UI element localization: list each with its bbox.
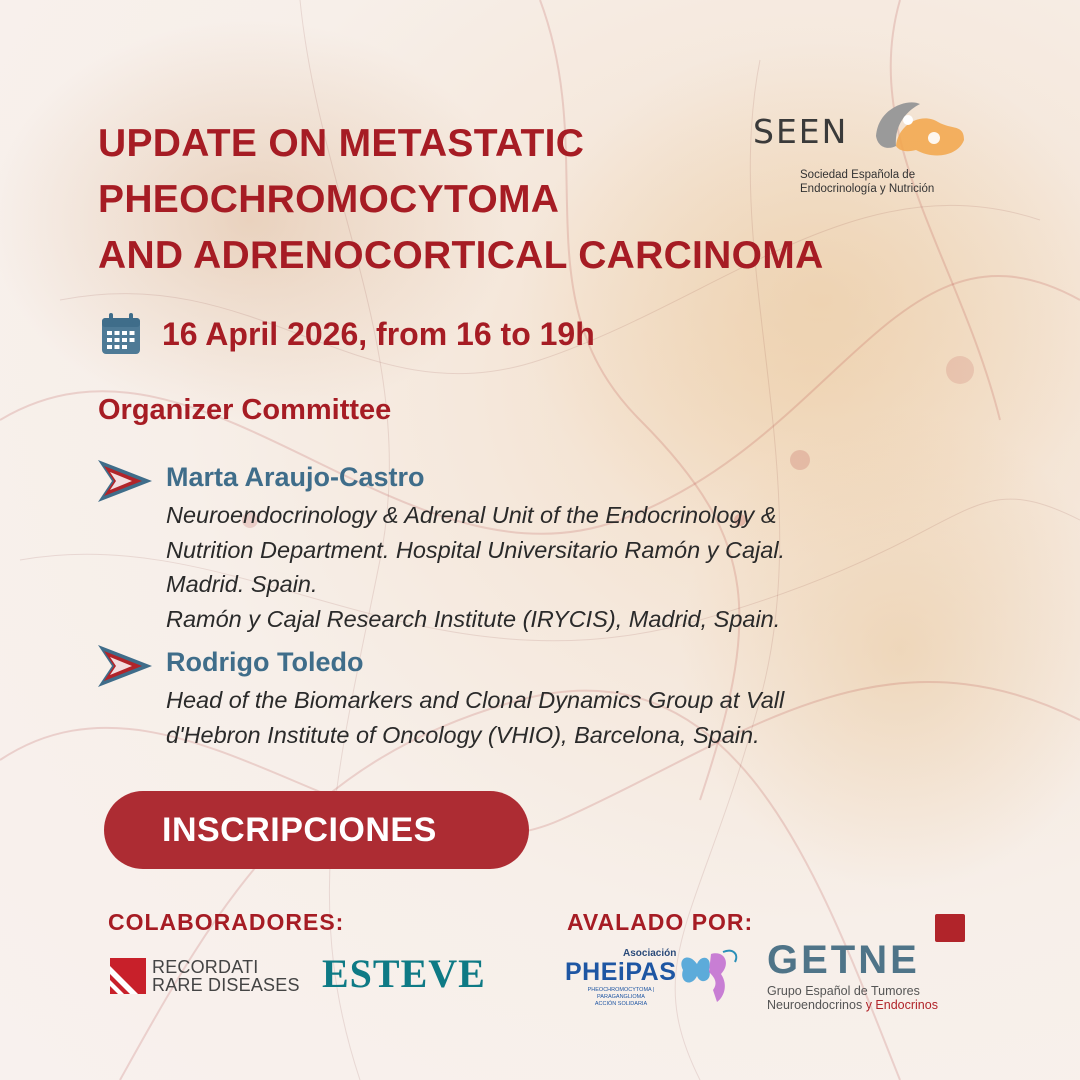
- seen-logo-mark: [868, 94, 968, 166]
- inscripciones-button[interactable]: [104, 791, 529, 869]
- affiliation-line: Madrid. Spain.: [166, 571, 318, 597]
- recordati-logo-mark: [110, 958, 146, 994]
- title-line-2: PHEOCHROMOCYTOMA: [98, 178, 560, 221]
- organizer-item-2: [98, 647, 978, 757]
- affiliation-line: Ramón y Cajal Research Institute (IRYCIS), Madrid, Spain.: [166, 605, 781, 632]
- esteve-logo: ESTEVE: [322, 951, 486, 996]
- affiliation-line: Nutrition Department. Hospital Universitario Ramón y Cajal.: [166, 536, 786, 563]
- pheipas-logo: [565, 946, 750, 1006]
- organizer-affiliation: [166, 683, 784, 752]
- affiliation-line: Neuroendocrinology & Adrenal Unit of the Endocrinology &: [166, 502, 777, 528]
- getne-sub-line-1: Grupo Español de Tumores: [767, 984, 920, 998]
- seen-logo-subtitle: [800, 168, 934, 196]
- pheipas-sub: [567, 987, 675, 1008]
- title-line-3: AND ADRENOCORTICAL CARCINOMA: [98, 234, 824, 277]
- pheipas-top: Asociación: [623, 948, 677, 959]
- organizer-name: Marta Araujo-Castro: [166, 462, 425, 492]
- title-line-1: UPDATE ON METASTATIC: [98, 122, 585, 165]
- recordati-logo-text: [152, 958, 300, 994]
- getne-word: GETNE: [767, 938, 920, 982]
- pheipas-sub-1: PHEOCHROMOCYTOMA | PARAGANGLIOMA: [587, 987, 655, 1000]
- chevron-arrow-icon: [98, 645, 154, 687]
- event-date-text: 16 April 2026, from 16 to 19h: [162, 315, 595, 352]
- organizer-committee-heading: Organizer Committee: [98, 394, 392, 426]
- getne-logo-square: [935, 914, 965, 942]
- affiliation-line: d'Hebron Institute of Oncology (VHIO), Barcelona, Spain.: [166, 721, 760, 748]
- pheipas-sub-2: ACCIÓN SOLIDARIA: [594, 1001, 648, 1007]
- getne-sub-line-2: [767, 998, 938, 1012]
- affiliation-line: Head of the Biomarkers and Clonal Dynamics Group at Vall: [166, 687, 785, 713]
- pheipas-word: PHEiPAS: [565, 958, 677, 986]
- organizer-item-1: [98, 462, 978, 642]
- recordati-line-1: RECORDATI: [152, 957, 259, 977]
- seen-logo: [750, 94, 980, 204]
- endorsed-heading: AVALADO POR:: [567, 909, 754, 935]
- getne-sub-line-2b: y Endocrinos: [865, 998, 938, 1012]
- seen-sub-line-2: Endocrinología y Nutrición: [800, 183, 935, 195]
- organizer-affiliation: [166, 498, 785, 636]
- recordati-line-2: RARE DISEASES: [152, 975, 300, 995]
- getne-sub-line-2a: Neuroendocrinos: [767, 998, 863, 1012]
- seen-logo-word: SEEN: [753, 112, 849, 151]
- chevron-arrow-icon: [98, 460, 154, 502]
- event-date-row: [100, 312, 595, 356]
- ribbon-butterfly-icon: [673, 946, 745, 1004]
- getne-logo: [765, 912, 970, 1012]
- collaborators-heading: COLABORADORES:: [108, 909, 345, 935]
- calendar-icon: [100, 312, 142, 356]
- inscripciones-button-label: INSCRIPCIONES: [162, 810, 437, 849]
- seen-sub-line-1: Sociedad Española de: [800, 169, 916, 181]
- recordati-logo: [110, 956, 310, 996]
- organizer-name: Rodrigo Toledo: [166, 647, 364, 677]
